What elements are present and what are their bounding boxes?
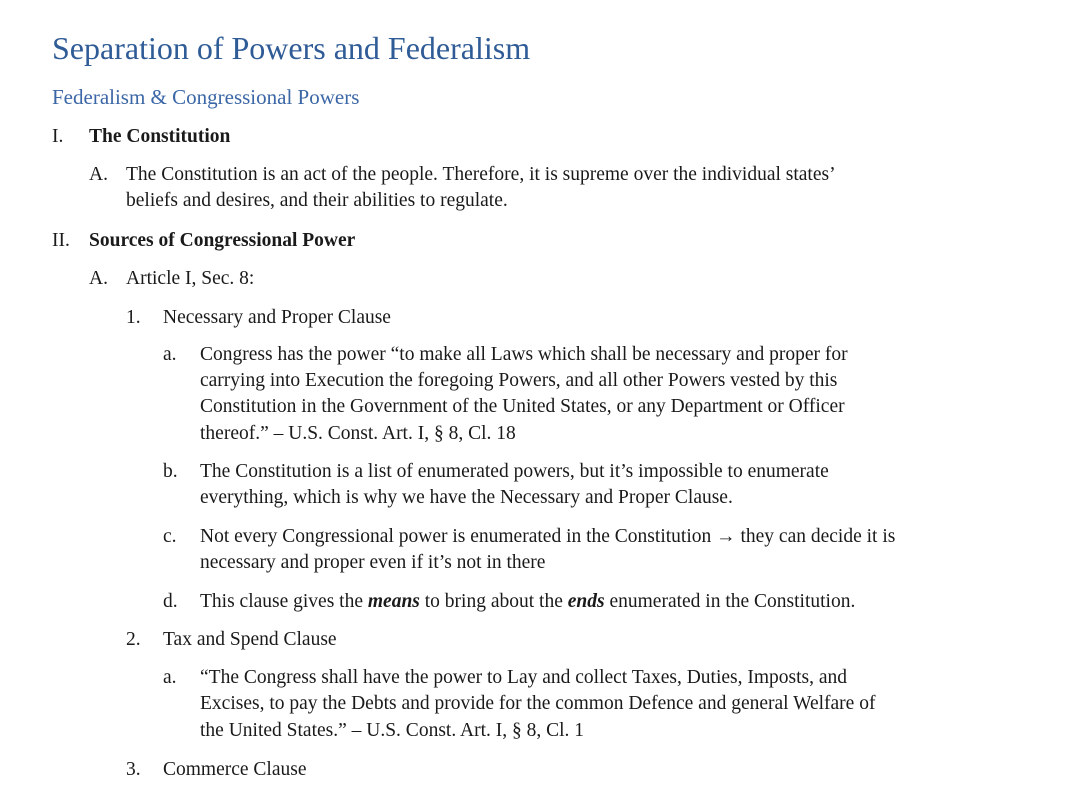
section-marker: II.: [52, 230, 70, 251]
point-marker: d.: [163, 591, 178, 612]
point-text-line: everything, which is why we have the Necessary and Proper Clause.: [200, 487, 733, 508]
point-text-line: necessary and proper even if it’s not in there: [200, 552, 546, 573]
clause-marker: 2.: [126, 629, 141, 650]
clause-title: Tax and Spend Clause: [163, 629, 337, 650]
point-text-line: carrying into Execution the foregoing Powers, and all other Powers vested by this: [200, 370, 838, 391]
document-title: Separation of Powers and Federalism: [52, 30, 531, 66]
point-text-line: “The Congress shall have the power to Lay and collect Taxes, Duties, Imposts, and: [200, 667, 848, 688]
section-heading: The Constitution: [89, 126, 231, 147]
point-text-segment: enumerated in the Constitution.: [604, 591, 856, 612]
emphasis-ends: ends: [567, 591, 605, 612]
point-marker: a.: [163, 667, 177, 688]
point-marker: b.: [163, 461, 178, 482]
clause-marker: 1.: [126, 307, 141, 328]
clause-marker: 3.: [126, 759, 141, 780]
point-text-line: Not every Congressional power is enumerated in the Constitution → they can decide it is: [200, 526, 896, 547]
point-text-line: Excises, to pay the Debts and provide for the common Defence and general Welfare of: [200, 693, 876, 714]
item-text-line: beliefs and desires, and their abilities to regulate.: [126, 190, 508, 211]
section-marker: I.: [52, 126, 64, 147]
item-marker: A.: [89, 268, 108, 289]
point-text-segment: to bring about the: [419, 591, 568, 612]
clause-title: Necessary and Proper Clause: [163, 307, 391, 328]
point-text-line: thereof.” – U.S. Const. Art. I, § 8, Cl. 18: [200, 423, 516, 444]
document-subtitle: Federalism & Congressional Powers: [52, 85, 360, 109]
point-marker: c.: [163, 526, 177, 547]
item-text: Article I, Sec. 8:: [126, 268, 255, 289]
point-text-line: Congress has the power “to make all Laws which shall be necessary and proper for: [200, 344, 848, 365]
point-text-segment: This clause gives the: [200, 591, 368, 612]
point-marker: a.: [163, 344, 177, 365]
clause-title: Commerce Clause: [163, 759, 307, 780]
emphasis-means: means: [367, 591, 420, 612]
item-marker: A.: [89, 164, 108, 185]
point-text-line: The Constitution is a list of enumerated powers, but it’s impossible to enumerate: [200, 461, 829, 482]
point-text-line: the United States.” – U.S. Const. Art. I, § 8, Cl. 1: [200, 720, 585, 741]
item-text-line: The Constitution is an act of the people. Therefore, it is supreme over the individual states’: [126, 164, 836, 185]
point-text-line: Constitution in the Government of the United States, or any Department or Officer: [200, 396, 845, 417]
point-text-line: [200, 589, 855, 616]
section-heading: Sources of Congressional Power: [89, 230, 356, 251]
